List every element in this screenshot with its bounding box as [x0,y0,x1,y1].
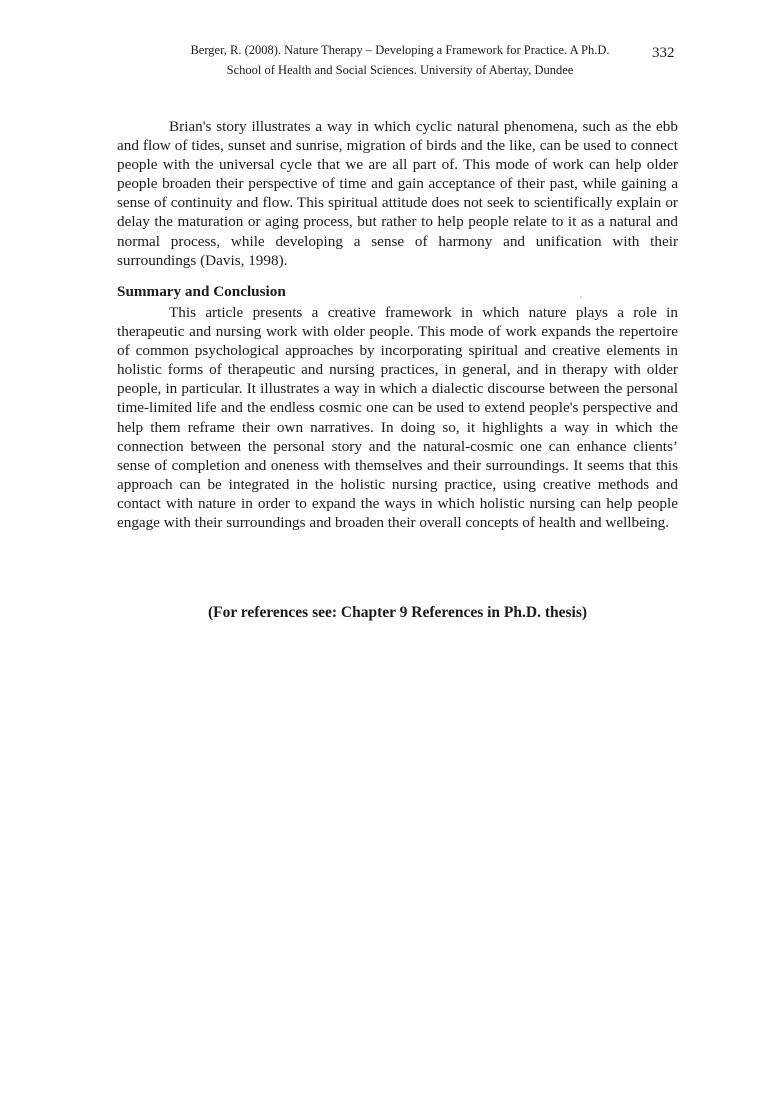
header-institution-line: School of Health and Social Sciences. University of Abertay, Dundee [226,63,574,77]
body-paragraph-brian-story: Brian's story illustrates a way in which cyclic natural phenomena, such as the ebb and flow of tides, sunset and sunrise, migration of birds and the like, can be used to connect people with the universal cycle that we are all part of. This mode of work can help older people broaden their perspective of time and gain acceptance of their past, while gaining a sense of continuity and flow. This spiritual attitude does not seek to scientifically explain or delay the maturation or aging process, but rather to help people relate to it as a natural and normal process, while developing a sense of harmony and unification with their surroundings (Davis, 1998). [117,118,678,269]
header-citation-line: Berger, R. (2008). Nature Therapy – Developing a Framework for Practice. A Ph.D. [190,43,610,57]
body-paragraph-conclusion: This article presents a creative framework in which nature plays a role in therapeutic and nursing work with older people. This mode of work expands the repertoire of common psychological approaches by incorporating spiritual and creative elements in holistic forms of therapeutic and nursing practices, in general, and in therapy with older people, in particular. It illustrates a way in which a dialectic discourse between the personal time-limited life and the endless cosmic one can be used to extend people's perspective and help them reframe their own narratives. In doing so, it highlights a way in which the connection between the personal story and the natural-cosmic one can enhance clients’ sense of completion and oneness with themselves and their surroundings. It seems that this approach can be integrated in the holistic nursing practice, using creative methods and contact with nature in order to expand the ways in which holistic nursing can help people engage with their surroundings and broaden their overall concepts of health and wellbeing. [117,304,678,532]
page-number: 332 [652,45,675,61]
section-heading-summary: Summary and Conclusion [117,283,286,300]
scan-artifact [580,296,582,298]
running-header [100,40,700,80]
references-note: (For references see: Chapter 9 References in Ph.D. thesis) [207,604,588,621]
